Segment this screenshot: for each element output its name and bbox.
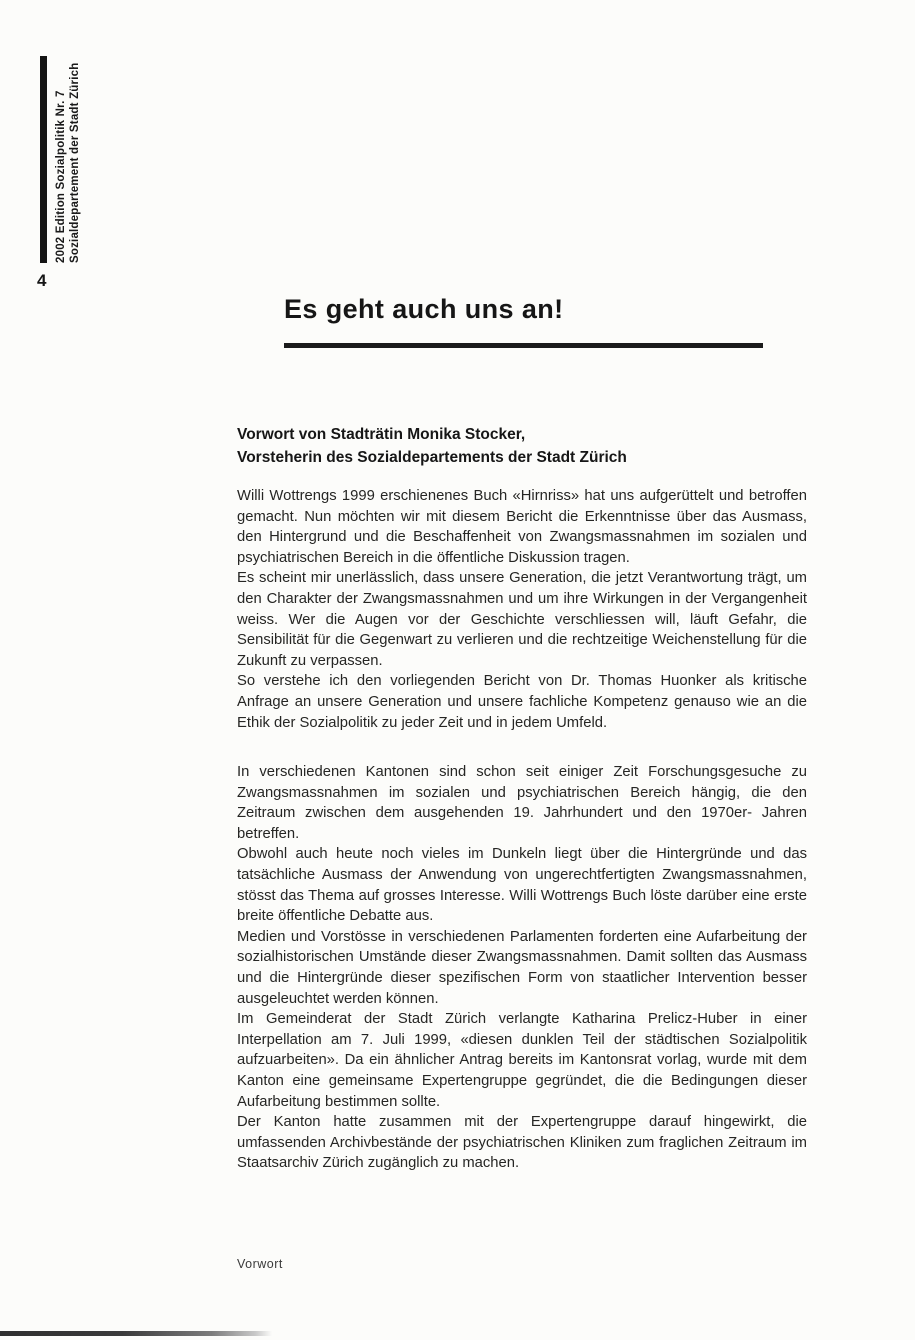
paragraph: Willi Wottrengs 1999 erschienenes Buch «Hirnriss» hat uns aufgerüttelt und betroffen gemacht. Nun möchten wir mit diesem Bericht die Erkenntnisse über das Ausmass, den Hintergrund und die Beschaffenheit von Zwangsmassnahmen im sozialen und psychiatrischen Bereich in die öffentliche Diskussion tragen.	[237, 488, 807, 566]
paragraph: So verstehe ich den vorliegenden Bericht von Dr. Thomas Huonker als kritische Anfrage an unsere Generation und unsere fachliche Kompetenz genauso wie an die Ethik der Sozialpolitik zu jeder Zeit und in jedem Umfeld.	[237, 673, 807, 731]
page-number: 4	[37, 271, 47, 290]
edition-line-2: Sozialdepartement der Stadt Zürich	[69, 62, 81, 263]
edition-line-1: 2002 Edition Sozialpolitik Nr. 7	[55, 90, 67, 263]
title-rule	[284, 343, 763, 348]
preface-heading	[237, 424, 812, 469]
body-text-block-1	[237, 486, 807, 733]
sidebar-accent-bar	[40, 56, 47, 263]
preface-heading-line-1: Vorwort von Stadträtin Monika Stocker,	[237, 426, 526, 443]
preface-heading-line-2: Vorsteherin des Sozialdepartements der Stadt Zürich	[237, 448, 627, 466]
paragraph: Der Kanton hatte zusammen mit der Expertengruppe darauf hingewirkt, die umfassenden Archivbestände der psychiatrischen Kliniken zum fraglichen Zeitraum im Staatsarchiv Zürich zugänglich zu machen.	[237, 1114, 807, 1172]
footer-section-label: Vorwort	[237, 1257, 283, 1271]
paragraph: Im Gemeinderat der Stadt Zürich verlangte Katharina Prelicz-Huber in einer Interpellation am 7. Juli 1999, «diesen dunklen Teil der städtischen Sozialpolitik aufzuarbeiten». Da ein ähnlicher Antrag bereits im Kantonsrat vorlag, wurde mit dem Kanton eine gemeinsame Expertengruppe gegründet, die die Bedingungen dieser Aufarbeitung bestimmen sollte.	[237, 1011, 807, 1110]
paragraph: Es scheint mir unerlässlich, dass unsere Generation, die jetzt Verantwortung trägt, um den Charakter der Zwangsmassnahmen und um ihre Wirkungen in der Vergangenheit weiss. Wer die Augen vor der Geschichte verschliessen will, läuft Gefahr, die Sensibilität für die Gegenwart zu verlieren und die rechtzeitige Weichenstellung für die Zukunft zu verpassen.	[237, 570, 807, 669]
body-text-block-2	[237, 762, 807, 1174]
bottom-scan-bar	[0, 1331, 272, 1336]
edition-sidebar-label	[54, 63, 82, 263]
paragraph: Obwohl auch heute noch vieles im Dunkeln liegt über die Hintergründe und das tatsächliche Ausmass der Anwendung von ungerechtfertigten Zwangsmassnahmen, stösst das Thema auf grosses Interesse. Willi Wottrengs Buch löste darüber eine erste breite öffentliche Debatte aus.	[237, 846, 807, 925]
paragraph: In verschiedenen Kantonen sind schon seit einiger Zeit Forschungsgesuche zu Zwangsmassnahmen im sozialen und psychiatrischen Bereich hängig, die den Zeitraum zwischen dem ausgehenden 19. Jahrhundert und den 1970er- Jahren betreffen.	[237, 764, 807, 842]
paragraph: Medien und Vorstösse in verschiedenen Parlamenten forderten eine Aufarbeitung der sozialhistorischen Umstände dieser Zwangsmassnahmen. Damit sollten das Ausmass und die Hintergründe dieser spezifischen Form von staatlicher Intervention besser ausgeleuchtet werden können.	[237, 928, 807, 1007]
page-title: Es geht auch uns an!	[284, 294, 564, 324]
